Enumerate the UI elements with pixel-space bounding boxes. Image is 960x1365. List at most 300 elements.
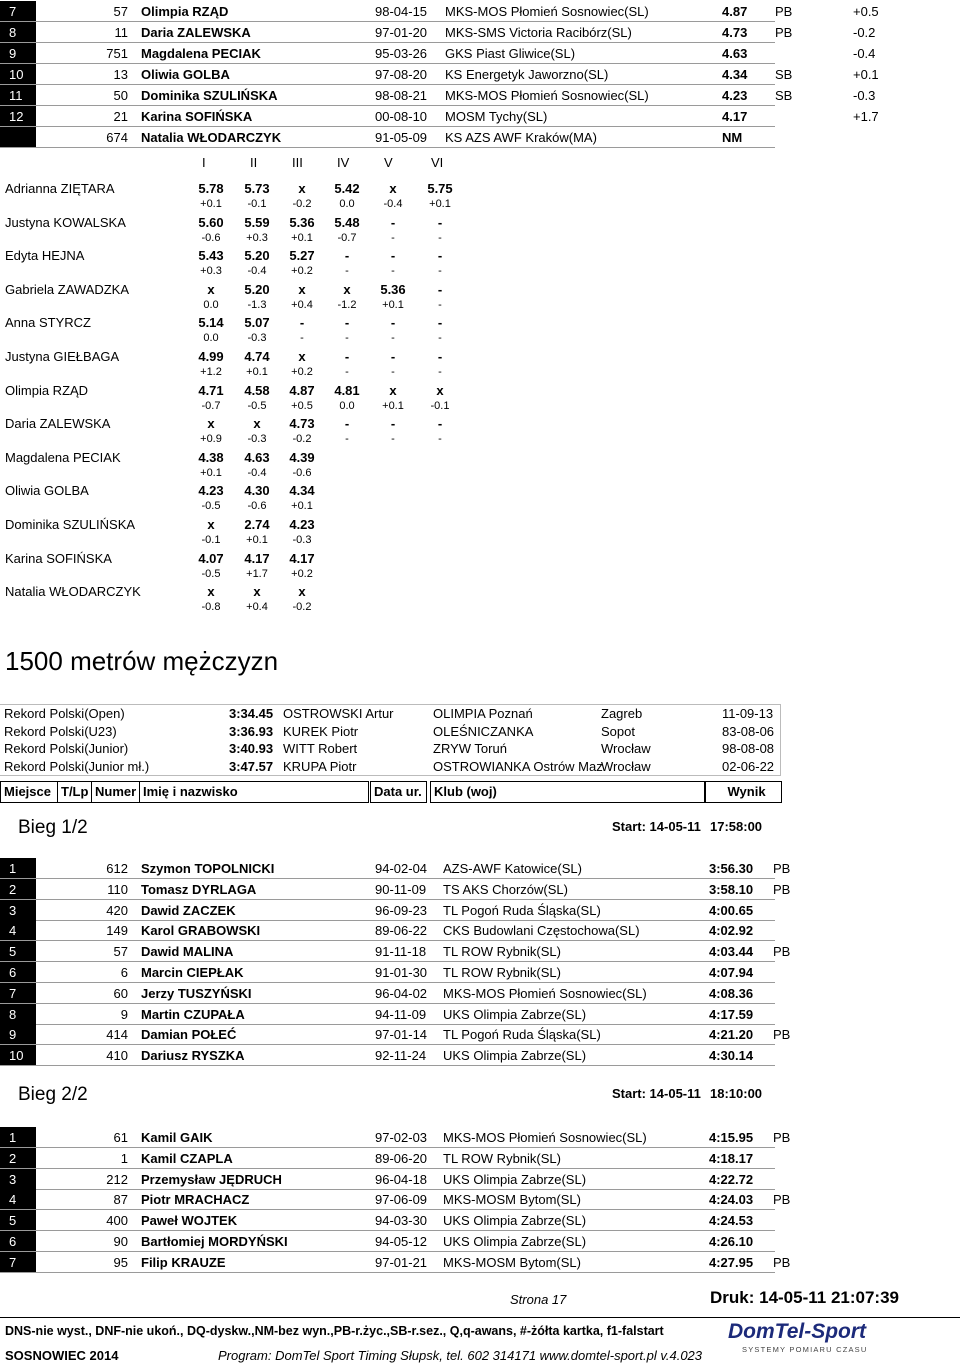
attempt-mark: 5.27: [289, 248, 315, 264]
column-dob: [370, 781, 427, 803]
attempt-wind: +0.9: [200, 433, 222, 446]
record-holder: KRUPA Piotr: [283, 758, 357, 774]
athlete-name: Karina SOFIŃSKA: [5, 550, 112, 566]
place: 3: [9, 1171, 17, 1187]
result-value: 4:24.03: [709, 1192, 754, 1208]
attempt-mark: -: [344, 248, 350, 264]
attempt-wind: -: [438, 332, 442, 345]
athlete-name: Justyna KOWALSKA: [5, 214, 126, 230]
bib-number: 6: [120, 965, 128, 980]
result-row: [0, 43, 960, 64]
place: 8: [9, 25, 17, 40]
place-cell: [0, 1, 36, 22]
attempt-wind: -: [345, 366, 349, 378]
attempt-mark: -: [344, 349, 350, 364]
result-value: 4:02.92: [709, 923, 754, 939]
place: 6: [9, 965, 17, 980]
bib-number: 9: [120, 1006, 128, 1022]
record-date: 02-06-22: [722, 758, 775, 774]
domtel-logo-text: DomTel-Sport: [728, 1320, 867, 1343]
result-value: 4:27.95: [709, 1254, 754, 1270]
result-row: [0, 879, 960, 900]
attempt-mark: 4.73: [289, 416, 315, 432]
result-row: [0, 1, 960, 22]
athlete-name: Dawid MALINA: [141, 944, 234, 960]
attempt-mark: 5.07: [244, 315, 270, 331]
record-row: [0, 758, 780, 775]
attempt-wind: +0.5: [291, 399, 313, 412]
attempt-wind: -0.2: [292, 433, 312, 446]
record-place: Sopot: [601, 723, 635, 739]
athlete-name: Dominika SZULIŃSKA: [141, 88, 278, 103]
place-cell: [0, 1004, 36, 1025]
attempt-mark: 4.71: [198, 382, 224, 398]
attempt-mark: -: [390, 315, 396, 331]
attempt-mark: x: [207, 416, 215, 432]
result-row: [0, 858, 960, 879]
attempt-wind: +0.4: [246, 601, 268, 614]
heat-start-label: Start: 14-05-11: [612, 1086, 701, 1101]
place: 4: [9, 1192, 17, 1208]
attempt-mark: -: [437, 349, 443, 364]
attempt-wind: +0.2: [291, 265, 313, 278]
athlete-name: Magdalena PECIAK: [5, 449, 121, 465]
attempt-mark: 5.20: [244, 281, 270, 297]
record-label: Rekord Polski(Open): [4, 706, 125, 721]
club-name: UKS Olimpia Zabrze(SL): [443, 1048, 587, 1064]
record-note: SB: [775, 67, 793, 82]
athlete-name: Oliwia GOLBA: [141, 67, 230, 82]
birth-date: 97-08-20: [375, 67, 428, 82]
place-cell: [0, 920, 36, 941]
result-value: 4:30.14: [709, 1048, 754, 1064]
athlete-name: Szymon TOPOLNICKI: [141, 861, 275, 876]
birth-date: 91-11-18: [375, 944, 427, 960]
attempt-mark: 5.48: [334, 214, 360, 230]
attempt-mark: 4.30: [244, 483, 270, 499]
result-row: [0, 1024, 960, 1045]
attempt-mark: 5.20: [244, 248, 270, 264]
athlete-name: Karina SOFIŃSKA: [141, 109, 253, 124]
attempt-mark: x: [253, 416, 261, 432]
row-divider: [0, 1272, 775, 1273]
wind-value: +0.1: [853, 67, 879, 82]
result-value: 4:15.95: [709, 1130, 754, 1145]
place-cell: [0, 64, 36, 85]
athlete-name: Gabriela ZAWADZKA: [5, 281, 130, 297]
attempt-mark: -: [390, 349, 396, 364]
birth-date: 97-01-20: [375, 25, 428, 40]
result-value: 4:24.53: [709, 1213, 754, 1229]
club-name: MKS-MOS Płomień Sosnowiec(SL): [443, 985, 647, 1001]
attempt-mark: -: [437, 416, 443, 432]
record-date: 11-09-13: [722, 706, 774, 721]
record-label: Rekord Polski(Junior): [4, 741, 129, 756]
record-time: 3:36.93: [229, 723, 274, 739]
birth-date: 00-08-10: [375, 109, 428, 124]
athlete-name: Dariusz RYSZKA: [141, 1048, 245, 1064]
club-name: TL Pogoń Ruda Śląska(SL): [443, 1027, 601, 1043]
attempt-wind: -1.3: [247, 298, 267, 311]
attempt-wind: -0.6: [292, 466, 312, 479]
place-cell: [0, 22, 36, 43]
place: 11: [9, 88, 23, 103]
wind-value: -0.2: [853, 25, 876, 40]
attempt-mark: 4.17: [289, 550, 315, 566]
footer-program: Program: DomTel Sport Timing Słupsk, tel. 602 314171 www.domtel-sport.pl v.4.023: [218, 1348, 703, 1363]
attempt-mark: 5.43: [198, 248, 224, 264]
athlete-name: Dawid ZACZEK: [141, 902, 236, 918]
birth-date: 97-06-09: [375, 1192, 428, 1208]
attempt-wind: +0.1: [200, 198, 222, 210]
footer-legend: DNS-nie wyst., DNF-nie ukoń., DQ-dyskw.,NM-bez wyn.,PB-r.życ.,SB-r.sez., Q,q-awans, #-żółta kartka, f1-falstart: [5, 1324, 664, 1338]
attempt-mark: x: [253, 584, 261, 600]
attempt-wind: +0.1: [200, 466, 222, 479]
club-name: KS AZS AWF Kraków(MA): [445, 130, 597, 145]
attempt-wind: -: [438, 433, 442, 446]
attempt-wind: 0.0: [339, 399, 355, 412]
bib-number: 420: [106, 902, 128, 918]
wind-value: -0.4: [853, 46, 876, 61]
place: 10: [9, 1048, 24, 1064]
birth-date: 96-04-18: [375, 1171, 428, 1187]
record-note: PB: [775, 4, 793, 19]
place-cell: [0, 941, 36, 962]
club-name: UKS Olimpia Zabrze(SL): [443, 1171, 587, 1187]
column-dob-label: Data ur.: [374, 784, 422, 799]
result-value: 4:26.10: [709, 1234, 754, 1249]
bib-number: 90: [113, 1234, 128, 1249]
athlete-name: Kamil GAIK: [141, 1130, 213, 1145]
athlete-name: Olimpia RZĄD: [5, 382, 89, 398]
column-number: [91, 781, 140, 803]
athlete-name: Dominika SZULIŃSKA: [5, 517, 136, 532]
attempt-mark: 4.17: [244, 550, 270, 566]
birth-date: 97-01-21: [375, 1254, 428, 1270]
attempt-wind: +0.1: [291, 231, 313, 244]
athlete-name: Martin CZUPAŁA: [141, 1006, 245, 1022]
attempt-wind: -0.4: [247, 265, 267, 278]
place-cell: [0, 1024, 36, 1045]
column-lane-label: T/Lp: [61, 784, 89, 799]
attempt-wind: 0.0: [339, 198, 355, 210]
place: 7: [9, 4, 17, 19]
club-name: UKS Olimpia Zabrze(SL): [443, 1234, 587, 1249]
bib-number: 61: [113, 1130, 128, 1145]
attempt-number: V: [384, 155, 393, 170]
attempt-wind: +0.2: [291, 366, 313, 378]
record-club: ZRYW Toruń: [433, 741, 507, 756]
attempt-mark: x: [298, 349, 306, 364]
record-club: OLIMPIA Poznań: [433, 706, 533, 721]
place-cell: [0, 1210, 36, 1231]
place-cell: [0, 1252, 36, 1273]
place-cell: [0, 1045, 36, 1066]
attempt-mark: x: [207, 584, 215, 600]
attempt-wind: -0.6: [247, 500, 267, 513]
athlete-name: Karol GRABOWSKI: [141, 923, 261, 939]
attempt-wind: +0.2: [291, 567, 313, 580]
attempt-wind: +0.1: [291, 500, 313, 513]
result-value: 4.23: [722, 88, 748, 103]
column-name: [139, 781, 369, 803]
attempt-wind: -: [391, 231, 395, 244]
attempt-wind: 0.0: [203, 332, 219, 345]
attempt-wind: -0.3: [292, 534, 312, 546]
record-note: PB: [773, 1130, 791, 1145]
club-name: AZS-AWF Katowice(SL): [443, 861, 582, 876]
attempt-mark: x: [343, 281, 351, 297]
result-value: 4.34: [722, 67, 748, 82]
attempt-mark: 4.87: [289, 382, 315, 398]
result-row: [0, 1127, 960, 1148]
attempt-mark: 5.14: [198, 315, 224, 331]
result-value: 4.17: [722, 109, 748, 124]
result-value: 4:22.72: [709, 1171, 754, 1187]
attempt-wind: -: [438, 366, 442, 378]
attempt-mark: -: [390, 214, 396, 230]
bib-number: 751: [106, 46, 128, 61]
result-row: [0, 1210, 960, 1231]
column-header-row: [0, 781, 780, 803]
wind-value: +1.7: [853, 109, 879, 124]
attempt-wind: -0.3: [247, 433, 267, 446]
attempt-wind: -0.4: [247, 466, 267, 479]
athlete-name: Justyna GIEŁBAGA: [5, 349, 120, 364]
attempt-wind: +1.2: [200, 366, 222, 378]
attempt-wind: -: [391, 433, 395, 446]
attempt-mark: 4.63: [244, 449, 270, 465]
page-number: Strona 17: [510, 1292, 567, 1307]
attempt-wind: +0.1: [246, 534, 268, 546]
attempt-mark: 4.38: [198, 449, 224, 465]
attempt-mark: 4.39: [289, 449, 315, 465]
bib-number: 57: [113, 4, 128, 19]
place-cell: [0, 1127, 36, 1148]
attempt-wind: 0.0: [203, 298, 219, 311]
birth-date: 97-01-14: [375, 1027, 428, 1043]
attempt-wind: -: [438, 231, 442, 244]
athlete-name: Natalia WŁODARCZYK: [5, 584, 141, 600]
record-label: Rekord Polski(U23): [4, 723, 117, 739]
result-row: [0, 941, 960, 962]
result-value: 4:18.17: [709, 1150, 754, 1166]
attempt-mark: 4.07: [198, 550, 224, 566]
attempt-mark: -: [344, 416, 350, 432]
place-cell: [0, 106, 36, 127]
record-note: PB: [773, 881, 791, 897]
place-cell: [0, 962, 36, 983]
attempt-wind: +0.1: [429, 198, 451, 210]
record-row: [0, 705, 780, 722]
athlete-name: Filip KRAUZE: [141, 1254, 226, 1270]
club-name: MOSM Tychy(SL): [445, 109, 548, 124]
birth-date: 91-05-09: [375, 130, 428, 145]
attempt-wind: -0.1: [201, 534, 221, 546]
record-place: Wrocław: [601, 758, 651, 774]
attempt-wind: -: [391, 332, 395, 345]
bib-number: 21: [113, 109, 128, 124]
bib-number: 50: [113, 88, 128, 103]
club-name: MKS-MOSM Bytom(SL): [443, 1192, 581, 1208]
attempt-mark: 2.74: [244, 517, 270, 532]
record-place: Wrocław: [601, 741, 651, 756]
attempt-wind: +0.4: [291, 298, 313, 311]
heat-title: Bieg 2/2: [18, 1084, 88, 1105]
result-row: [0, 106, 960, 127]
result-row: [0, 983, 960, 1004]
attempt-mark: 4.74: [244, 349, 270, 364]
wind-value: +0.5: [853, 4, 879, 19]
place-cell: [0, 1189, 36, 1210]
attempt-mark: -: [437, 281, 443, 297]
attempt-wind: -0.5: [247, 399, 267, 412]
print-date: Druk: 14-05-11 21:07:39: [710, 1288, 900, 1307]
heat-title: Bieg 1/2: [18, 817, 88, 838]
result-value: 3:56.30: [709, 861, 754, 876]
birth-date: 91-01-30: [375, 965, 428, 980]
result-value: 4:21.20: [709, 1027, 754, 1043]
column-place-label: Miejsce: [4, 784, 51, 799]
record-date: 83-08-06: [722, 723, 775, 739]
bib-number: 400: [106, 1213, 128, 1229]
athlete-name: Magdalena PECIAK: [141, 46, 261, 61]
attempt-mark: 4.23: [198, 483, 224, 499]
birth-date: 98-04-15: [375, 4, 428, 19]
bib-number: 11: [114, 25, 128, 40]
result-row: [0, 1189, 960, 1210]
heat-start-time: 17:58:00: [710, 819, 763, 834]
result-value: 4.87: [722, 4, 748, 19]
place-cell: [0, 1148, 36, 1169]
club-name: MKS-MOS Płomień Sosnowiec(SL): [445, 88, 649, 103]
column-club: [430, 781, 705, 803]
athlete-name: Edyta HEJNA: [5, 248, 85, 264]
attempt-wind: -: [345, 433, 349, 446]
attempt-mark: 5.42: [334, 181, 360, 196]
bib-number: 13: [113, 67, 128, 82]
column-name-label: Imię i nazwisko: [143, 784, 238, 799]
record-note: PB: [773, 1192, 791, 1208]
attempt-number: II: [250, 155, 258, 170]
birth-date: 94-05-12: [375, 1234, 428, 1249]
bib-number: 212: [106, 1171, 128, 1187]
athlete-name: Przemysław JĘDRUCH: [141, 1171, 282, 1187]
domtel-logo-subtitle: SYSTEMY POMIARU CZASU: [742, 1345, 868, 1354]
column-result: [705, 781, 782, 803]
record-note: PB: [773, 861, 791, 876]
result-row: [0, 85, 960, 106]
record-time: 3:34.45: [229, 706, 274, 721]
place-cell: [0, 879, 36, 900]
result-value: 4.73: [722, 25, 748, 40]
attempt-mark: x: [298, 584, 306, 600]
bib-number: 95: [113, 1254, 128, 1270]
attempt-wind: +1.7: [246, 567, 268, 580]
attempt-mark: -: [344, 315, 350, 331]
club-name: UKS Olimpia Zabrze(SL): [443, 1006, 587, 1022]
place: 1: [9, 861, 17, 876]
attempt-mark: 4.99: [198, 349, 224, 364]
result-value: 4:17.59: [709, 1006, 754, 1022]
place: 2: [9, 1150, 17, 1166]
attempt-mark: -: [390, 416, 396, 432]
record-holder: KUREK Piotr: [283, 723, 359, 739]
attempt-number: IV: [337, 155, 350, 170]
attempt-mark: 4.34: [289, 483, 315, 499]
athlete-name: Damian POŁEĆ: [141, 1027, 237, 1043]
record-note: PB: [773, 1254, 791, 1270]
heat-start-label: Start: 14-05-11: [612, 819, 701, 834]
attempt-mark: 5.36: [380, 281, 406, 297]
club-name: GKS Piast Gliwice(SL): [445, 46, 576, 61]
attempt-number: III: [292, 155, 303, 170]
bib-number: 57: [113, 944, 128, 960]
attempt-mark: -: [390, 248, 396, 264]
result-row: [0, 127, 960, 148]
attempt-mark: x: [207, 517, 215, 532]
attempt-wind: -0.3: [247, 332, 267, 345]
footer-event: SOSNOWIEC 2014: [5, 1348, 119, 1363]
result-value: 4:00.65: [709, 902, 754, 918]
attempt-mark: 5.36: [289, 214, 315, 230]
record-time: 3:40.93: [229, 741, 274, 756]
column-place: [0, 781, 58, 803]
row-divider: [0, 147, 775, 148]
birth-date: 94-11-09: [375, 1006, 427, 1022]
record-holder: WITT Robert: [283, 741, 358, 756]
result-row: [0, 1045, 960, 1066]
result-value: 4:07.94: [709, 965, 754, 980]
bib-number: 60: [113, 985, 128, 1001]
place: 8: [9, 1006, 17, 1022]
athlete-name: Oliwia GOLBA: [5, 483, 89, 499]
club-name: KS Energetyk Jaworzno(SL): [445, 67, 609, 82]
row-divider: [0, 1065, 775, 1066]
athlete-name: Bartłomiej MORDYŃSKI: [141, 1234, 288, 1249]
attempt-mark: 5.59: [244, 214, 270, 230]
attempt-mark: 4.58: [244, 382, 270, 398]
attempt-mark: x: [298, 281, 306, 297]
result-value: 3:58.10: [709, 881, 754, 897]
place: 6: [9, 1234, 17, 1249]
club-name: TL Pogoń Ruda Śląska(SL): [443, 902, 601, 918]
athlete-name: Olimpia RZĄD: [141, 4, 229, 19]
club-name: MKS-MOS Płomień Sosnowiec(SL): [443, 1130, 647, 1145]
attempt-wind: -: [438, 265, 442, 278]
birth-date: 96-04-02: [375, 985, 428, 1001]
attempt-wind: +0.3: [200, 265, 222, 278]
column-lane: [57, 781, 92, 803]
attempt-wind: -: [438, 298, 442, 311]
place: 4: [9, 923, 17, 939]
club-name: MKS-MOSM Bytom(SL): [443, 1254, 581, 1270]
birth-date: 89-06-20: [375, 1150, 428, 1166]
bib-number: 674: [106, 130, 128, 145]
birth-date: 98-08-21: [375, 88, 428, 103]
record-holder: OSTROWSKI Artur: [283, 706, 394, 721]
attempt-wind: -0.5: [201, 500, 221, 513]
result-value: 4.63: [722, 46, 748, 61]
place: 10: [9, 67, 24, 82]
bib-number: 110: [107, 881, 128, 897]
result-row: [0, 920, 960, 941]
record-row: [0, 723, 780, 740]
place: 1: [9, 1130, 17, 1145]
attempt-mark: x: [436, 382, 444, 398]
place-cell: [0, 900, 36, 921]
attempt-wind: -0.7: [201, 399, 221, 412]
